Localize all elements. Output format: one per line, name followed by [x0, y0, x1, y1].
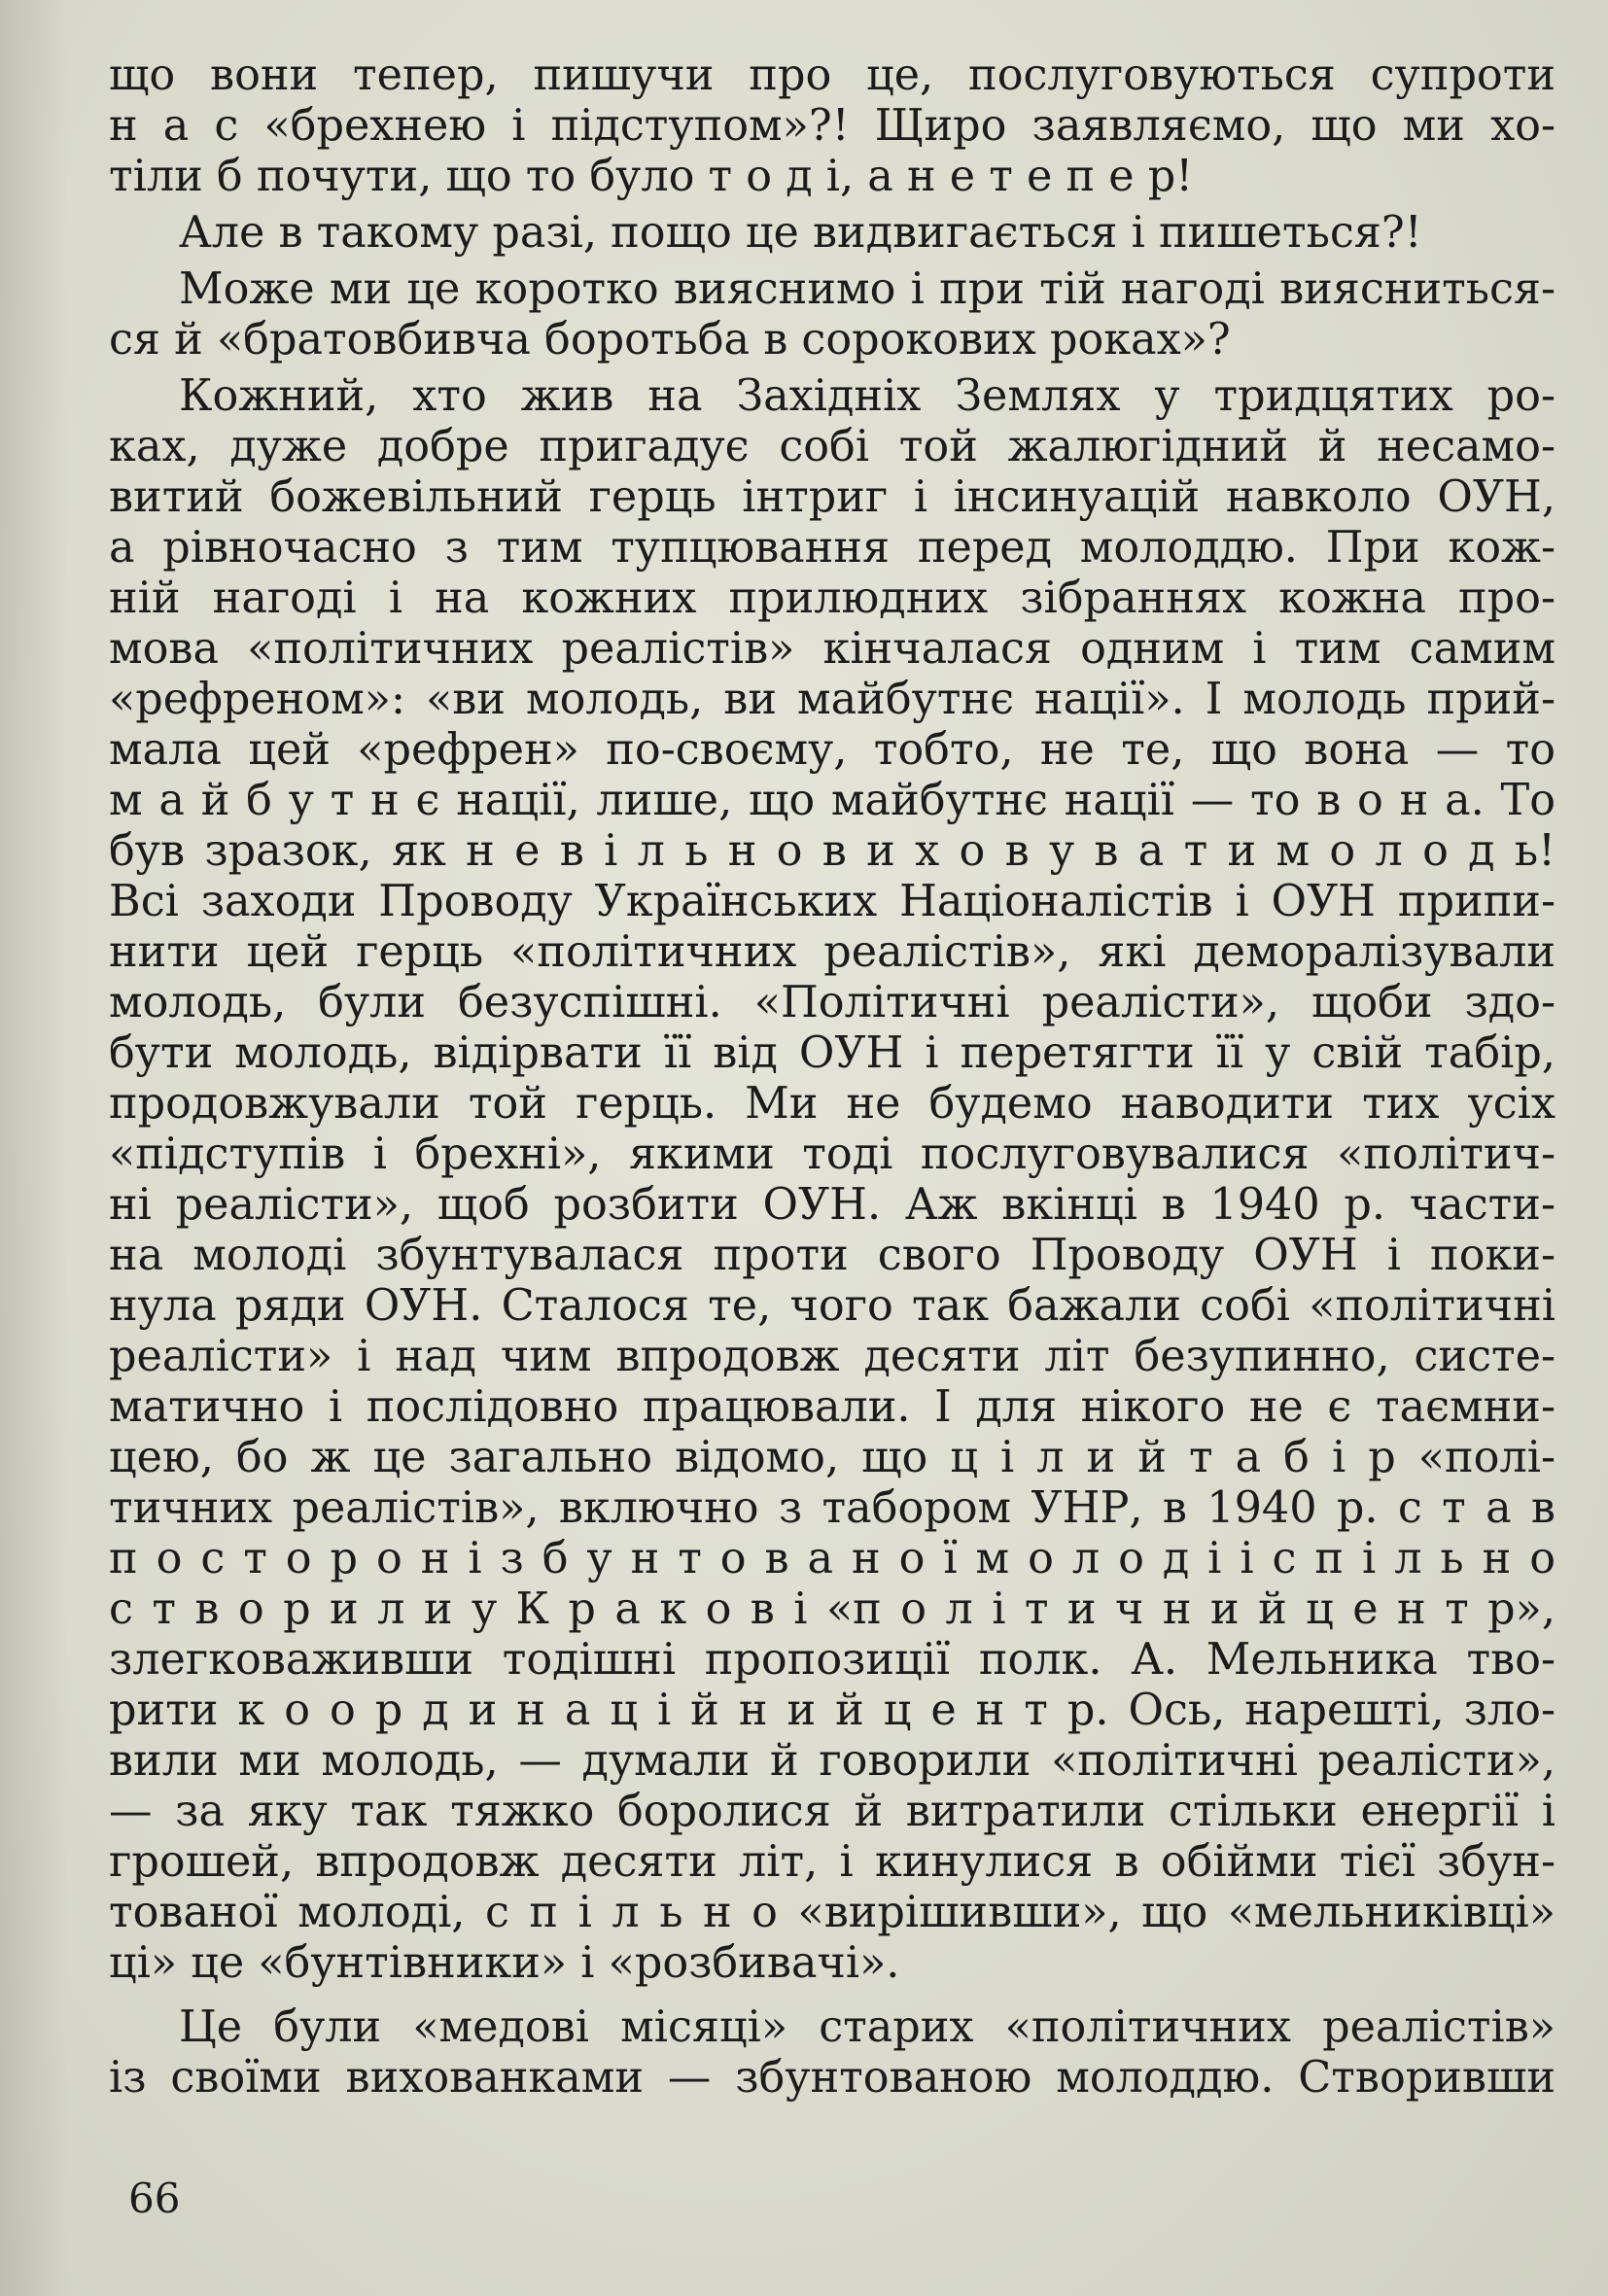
text-line-37: тованої молоді, с п і л ь н о «вирішивши», що «мельниківці» [109, 1888, 1556, 1937]
page-edge-shadow [0, 0, 68, 2296]
text-line-25: нула ряди ОУН. Сталося те, чого так бажали собі «політичні [109, 1281, 1556, 1331]
text-line-13: «рефреном»: «ви молодь, ви майбутнє нації». І молодь прий- [109, 675, 1556, 724]
text-line-38: ці» це «бунтівники» і «розбивачі». [109, 1938, 900, 1988]
text-line-29: тичних реалістів», включно з табором УНР, в 1940 р. с т а в [109, 1483, 1556, 1533]
text-line-27: матично і послідовно працювали. І для нікого не є таємни- [109, 1382, 1556, 1432]
text-line-33: рити к о о р д и н а ц і й н и й ц е н т р. Ось, нарешті, зло- [109, 1686, 1556, 1735]
text-line-24: на молоді збунтувалася проти свого Проводу ОУН і поки- [109, 1231, 1556, 1280]
text-line-16: був зразок, як н е в і л ь н о в и х о в у в а т и м о л о д ь! [109, 826, 1556, 876]
text-line-19: молодь, були безуспішні. «Політичні реалісти», щоби здо- [109, 978, 1556, 1027]
body-text [109, 51, 1556, 2104]
text-line-7: Кожний, хто жив на Західніх Землях у тридцятих ро- [179, 371, 1556, 421]
text-line-23: ні реалісти», щоб розбити ОУН. Аж вкінці в 1940 р. части- [109, 1180, 1556, 1230]
text-line-32: злегковаживши тодішні пропозиції полк. А. Мельника тво- [109, 1635, 1556, 1685]
text-line-2: н а с «брехнею і підступом»?! Щиро заявляємо, що ми хо- [109, 101, 1556, 151]
text-line-4: Але в такому разі, пощо це видвигається і пишеться?! [179, 208, 1422, 258]
text-line-40: із своїми вихованками — збунтованою молоддю. Створивши [109, 2053, 1556, 2103]
text-line-21: продовжували той герць. Ми не будемо наводити тих усіх [109, 1079, 1556, 1129]
text-line-1: що вони тепер, пишучи про це, послуговуються супроти [109, 51, 1556, 100]
page-number: 66 [128, 2174, 181, 2222]
text-line-35: — за яку так тяжко боролися й витратили стільки енергії і [109, 1787, 1556, 1836]
text-line-9: витий божевільний герць інтриг і інсинуацій навколо ОУН, [109, 472, 1556, 522]
text-line-5: Може ми це коротко вияснимо і при тій нагоді виясниться- [179, 264, 1556, 314]
text-line-20: бути молодь, відірвати її від ОУН і перетягти її у свій табір, [109, 1028, 1556, 1078]
text-line-30: п о с т о р о н і з б у н т о в а н о ї м о л о д і і с п і л ь н о [109, 1534, 1556, 1583]
text-line-39: Це були «медові місяці» старих «політичних реалістів» [179, 2002, 1556, 2052]
text-line-10: а рівночасно з тим тупцювання перед молоддю. При кож- [109, 523, 1556, 573]
text-line-14: мала цей «рефрен» по-своєму, тобто, не те, що вона — то [109, 725, 1556, 775]
text-line-3: тіли б почути, що то було т о д і, а н е т е п е р! [109, 152, 1194, 201]
text-line-15: м а й б у т н є нації, лише, що майбутнє нації — то в о н а. То [109, 776, 1556, 825]
text-line-28: цею, бо ж це загально відомо, що ц і л и й т а б і р «полі- [109, 1433, 1556, 1482]
text-line-8: ках, дуже добре пригадує собі той жалюгідний й несамо- [109, 422, 1556, 471]
text-line-26: реалісти» і над чим впродовж десяти літ безупинно, систе- [109, 1332, 1556, 1381]
text-line-22: «підступів і брехні», якими тоді послуговувалися «політич- [109, 1130, 1556, 1179]
text-line-12: мова «політичних реалістів» кінчалася одним і тим самим [109, 624, 1556, 674]
text-line-18: нити цей герць «політичних реалістів», які деморалізували [109, 927, 1556, 977]
text-line-34: вили ми молодь, — думали й говорили «політичні реалісти», [109, 1736, 1556, 1786]
text-line-6: ся й «братовбивча боротьба в сорокових роках»? [109, 315, 1231, 365]
text-line-17: Всі заходи Проводу Українських Націоналістів і ОУН припи- [109, 877, 1556, 926]
text-line-31: с т в о р и л и у К р а к о в і «п о л і т и ч н и й ц е н т р», [109, 1584, 1556, 1634]
text-line-11: ній нагоді і на кожних прилюдних зібраннях кожна про- [109, 574, 1556, 623]
text-line-36: грошей, впродовж десяти літ, і кинулися в обійми тієї збун- [109, 1837, 1556, 1887]
